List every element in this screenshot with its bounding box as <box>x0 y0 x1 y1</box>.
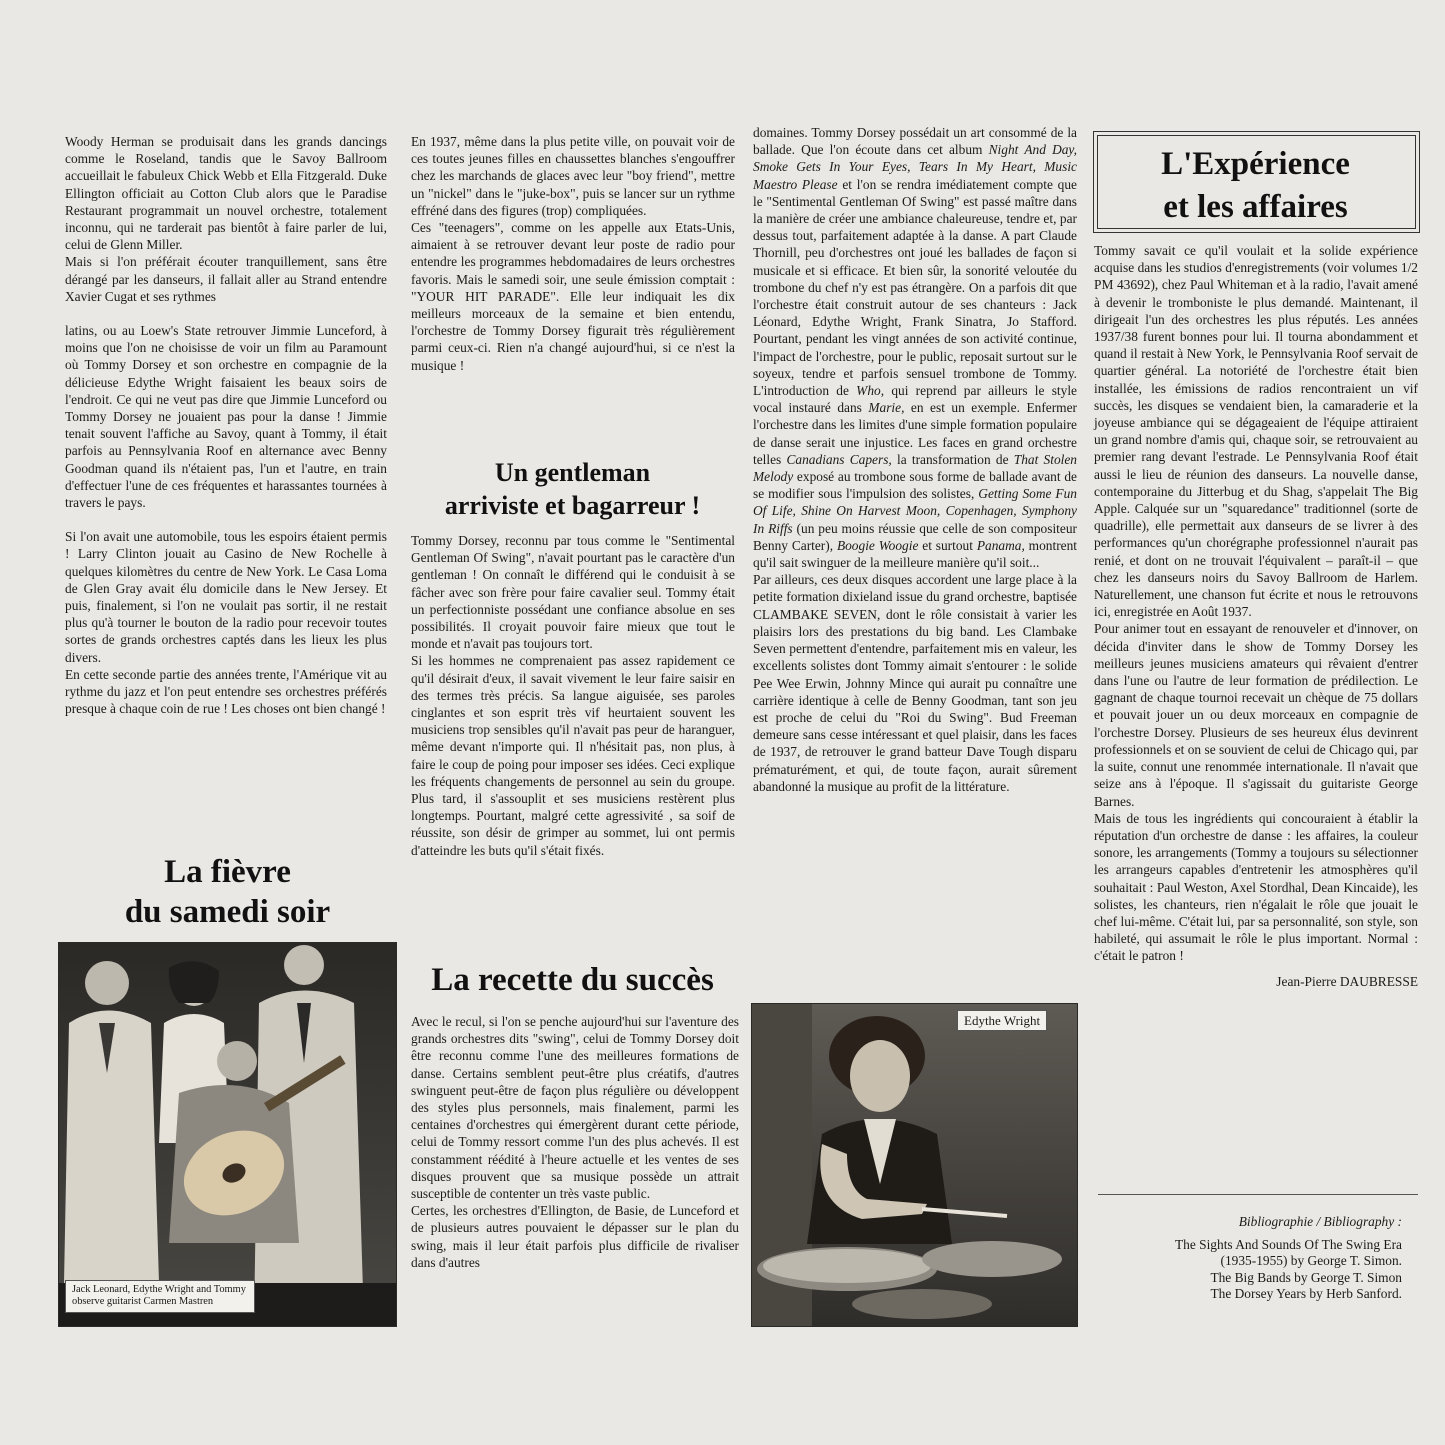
edythe-wright-photo <box>751 1003 1078 1327</box>
section-heading-gentleman <box>405 456 740 522</box>
bibliography-entry: The Sights And Sounds Of The Swing Era <box>1174 1236 1402 1252</box>
paragraph: domaines. Tommy Dorsey possédait un art consommé de la ballade. Que l'on écoute dans cet album Night And Day, Smoke Gets In Your Eyes, Tears In My Heart, Music Maestro Please et l'on se rendra imédiatement compte que le "Sentimental Gentleman Of Swing" est passé maître dans la manière de créer une ambiance chaleureuse, tendre et, par dessus tout, parfaitement adaptée à la danse. A part Claude Thornill, peu d'orchestres ont joué les ballades de façon si musicale et si efficace. Et bien sûr, la sonorité veloutée du trombone du chef n'y est pas étrangère. On a parfois dit que l'orchestre était construit autour de ses chanteurs : Jack Léonard, Edythe Wright, Frank Sinatra, Jo Stafford. Pourtant, pendant les vingt années de son activité continue, l'impact de l'orchestre, pour le public, reposait surtout sur le soyeux, tendre et parfois sensuel trombone de Tommy. L'introduction de Who, qui reprend par ailleurs le style vocal instauré dans Marie, en est un exemple. Enfermer l'orchestre dans les limites d'une simple formation populaire de danse serait une injustice. Les faces en grand orchestre telles Canadians Capers, la transformation de That Stolen Melody exposé au trombone sous forme de ballade avant de se modifier sous l'impulsion des solistes, Getting Some Fun Of Life, Shine On Harvest Moon, Copenhagen, Symphony In Riffs (un peu moins réussie que celle de son compositeur Benny Carter), Boogie Woogie et surtout Panama, montrent qu'il sait swinguer de la meilleure manière qu'il soit... <box>753 125 1078 571</box>
song-title: Who, <box>856 383 885 399</box>
song-title: Night And Day, Smoke Gets In Your Eyes, Tears In My Heart, Music Maestro Please <box>753 142 1077 192</box>
bibliography-entry: (1935-1955) by George T. Simon. <box>1220 1253 1402 1268</box>
heading-line: La recette du succès <box>431 962 714 998</box>
section-heading-recette <box>405 960 740 1000</box>
paragraph: Si l'on avait une automobile, tous les espoirs étaient permis ! Larry Clinton jouait au Casino de New Rochelle à quelques kilomètres du centre de New York. Le Casa Loma de Glen Gray avait élu domicile dans le New Jersey. Et puis, finalement, si l'on ne voulait pas sortir, il ne restait plus qu'à tourner le bouton de la radio pour recevoir toutes sortes de grands orchestres captés dans les lieux les plus divers. <box>65 529 387 665</box>
song-title: Marie, <box>868 400 905 416</box>
divider <box>1098 1194 1418 1195</box>
bibliography-entry: The Dorsey Years by Herb Sanford. <box>1210 1286 1402 1301</box>
paragraph: Si les hommes ne comprenaient pas assez rapidement ce qu'il désirait d'eux, il savait vivement le leur faire saisir en des termes très précis. Sa langue aiguisée, ses paroles cinglantes et son esprit très vif heurtaient souvent les musiciens trop sensibles qu'il n'avait pas peur de haranguer, même devant n'importe qui. Il n'hésitait pas, non plus, à faire le coup de poing pour imposer ses idées. Ceci explique les fréquents changements de personnel au sein du groupe. Plus tard, il s'assouplit et ses musiciens restèrent plus longtemps. Pourtant, malgré cette agressivité , sa soif de réussite, son désir de grimper au sommet, lui ont permis d'atteindre les buts qu'il s'était fixés. <box>411 653 735 858</box>
label-text: Edythe Wright <box>964 1013 1041 1028</box>
section-heading-fievre <box>60 852 395 932</box>
signature: Jean-Pierre DAUBRESSE <box>1276 973 1418 989</box>
bibliography-entry: The Big Bands by George T. Simon <box>1210 1269 1402 1285</box>
bibliography-heading: Bibliographie / Bibliography : <box>1238 1214 1402 1229</box>
caption-text: Jack Leonard, Edythe Wright and Tommy observe guitarist Carmen Mastren <box>72 1284 246 1308</box>
photo-label <box>957 1010 1047 1031</box>
bibliography <box>1100 1214 1402 1303</box>
heading-line: La fièvre <box>164 854 291 890</box>
band-photo <box>58 942 397 1327</box>
heading-line: Un gentleman <box>494 458 651 487</box>
paragraph: En 1937, même dans la plus petite ville, on pouvait voir de ces toutes jeunes filles en chaussettes blanches s'engouffrer chez les marchands de glaces avec leur "boy friend", mettre un "nickel" dans le "juke-box", puis se lancer sur un rythme effréné dans des figures (trop) compliquées. <box>411 134 735 218</box>
column-3-text <box>753 124 1077 795</box>
paragraph: Woody Herman se produisait dans les grands dancings comme le Roseland, tandis que le Savoy Ballroom accueillait le fabuleux Chick Webb et Ella Fitzgerald. Duke Ellington officiait au Cotton Club alors que le Paradise Restaurant programmait un nouvel orchestre, totalement inconnu, qui ne tarderait pas bientôt à faire parler de lui, celui de Glenn Miller. <box>65 134 387 253</box>
column-4-text <box>1094 242 1418 990</box>
song-title: Getting Some Fun Of Life, Shine On Harvest Moon, Copenhagen, Symphony In Riffs <box>753 486 1077 536</box>
song-title: That Stolen Melody <box>753 451 1078 485</box>
song-title: Panama, <box>976 537 1025 553</box>
column-1-text <box>65 133 387 718</box>
song-title: Boogie Woogie <box>836 537 919 553</box>
heading-line: du samedi soir <box>124 894 331 930</box>
paragraph: Ces "teenagers", comme on les appelle aux Etats-Unis, aimaient à se retrouver devant leur poste de radio pour entendre les programmes hebdomadaires de leurs orchestres favoris. Mais le samedi soir, une seule émission comptait : "YOUR HIT PARADE". Elle leur indiquait les dix meilleurs morceaux de la semaine et bien entendu, l'orchestre de Tommy Dorsey figurait très régulièrement parmi ceux-ci. Rien n'a changé aujourd'hui, si ce n'est la musique ! <box>411 220 735 373</box>
paragraph: Certes, les orchestres d'Ellington, de Basie, de Lunceford et de plusieurs autres pouvaient le dépasser sur le plan du swing, mais il leur était parfois plus difficile de rivaliser dans d'autres <box>411 1203 739 1270</box>
paragraph: latins, ou au Loew's State retrouver Jimmie Lunceford, à moins que l'on ne choisisse de voir un film au Paramount où Tommy Dorsey et son orchestre en compagnie de la délicieuse Edythe Wright faisaient les beaux soirs de l'endroit. Ce qui ne veut pas dire que Jimmie Lunceford ou Tommy Dorsey ne jouaient pas pour la danse ! Jimmie tenait souvent l'affiche au Savoy, quant à Tommy, il était parfois au Pennsylvania Roof en alternance avec Benny Goodman quand ils n'étaient pas, l'un et l'autre, en train d'effectuer l'une de ces fréquentes et harassantes tournées à travers le pays. <box>65 323 387 511</box>
paragraph: Mais si l'on préférait écouter tranquillement, sans être dérangé par les danseurs, il fallait aller au Strand entendre Xavier Cugat et ses rythmes <box>65 254 387 304</box>
paragraph: Avec le recul, si l'on se penche aujourd'hui sur l'aventure des grands orchestres dits "swing", celui de Tommy Dorsey doit être reconnu comme l'une des meilleures formations de danse. Certains semblent peut-être plus créatifs, d'autres swinguent peut-être de façon plus régulière ou développent des styles plus personnels, mais finalement, parmi les centaines d'orchestres qui émergèrent durant cette période, celui de Tommy ressort comme l'un des plus achevés. Il est constamment réédité à l'heure actuelle et les ventes de ses disques prouvent que sa musique possède un attrait susceptible de contenter un très vaste public. <box>411 1014 739 1202</box>
column-2-middle-text <box>411 532 735 859</box>
song-title: Canadians Capers, <box>786 451 892 467</box>
column-2-top-text <box>411 133 735 374</box>
paragraph: Tommy Dorsey, reconnu par tous comme le "Sentimental Gentleman Of Swing", n'avait pourtant pas le caractère d'un gentleman ! On connaît le différend qui le conduisit à se fâcher avec son frère pour faire cavalier seul. Tommy était un perfectionniste possédant une confiance absolue en ses possibilités. Il croyait pouvoir faire mieux que tout le monde et n'avait pas toujours tort. <box>411 533 735 652</box>
heading-line: et les affaires <box>1163 189 1348 225</box>
heading-line: L'Expérience <box>1161 146 1350 182</box>
column-2-bottom-text <box>411 1013 739 1271</box>
paragraph: Mais de tous les ingrédients qui concouraient à établir la réputation d'un orchestre de danse : les affaires, la couleur sonore, les arrangements (Tommy a toujours su sélectionner les arrangeurs capables d'entretenir les atmosphères qu'il souhaitait : Paul Weston, Axel Stordhal, Dean Kincaide), les solistes, les chanteurs, rien n'égalait le rôle que jouait le chef lui-même. C'était lui, par sa personnalité, son style, son habileté, qui assumait le rôle le plus important. Normal : c'était le patron ! <box>1094 810 1418 964</box>
paragraph: Pour animer tout en essayant de renouveler et d'innover, on décida d'inviter dans le show de Tommy Dorsey les meilleurs jeunes musiciens amateurs qui rêvaient d'entrer dans l'une ou l'autre de leur formation de prédilection. Le gagnant de chaque tournoi recevait un chèque de 75 dollars et pouvait jouer un ou deux morceaux en compagnie de l'orchestre Dorsey. Plusieurs de ses heureux élus devinrent professionnels et on se souvient de celui de Chicago qui, par la suite, connut une renommée internationale. Il n'avait que seize ans à l'époque. Il s'agissait du guitariste George Barnes. <box>1094 621 1418 809</box>
paragraph: En cette seconde partie des années trente, l'Amérique vit au rythme du jazz et l'on peut entendre ses orchestres préférés presque à chaque coin de rue ! Les choses ont bien changé ! <box>65 666 387 717</box>
photo-caption <box>65 1280 255 1313</box>
band-photo-illustration <box>59 943 396 1326</box>
heading-line: arriviste et bagarreur ! <box>444 491 701 520</box>
drummer-photo-illustration <box>752 1004 1077 1326</box>
section-heading-experience <box>1093 143 1418 229</box>
paragraph: Tommy savait ce qu'il voulait et la solide expérience acquise dans les studios d'enregistrements (voir volumes 1/2 PM 43692), chez Paul Whiteman et à la radio, l'avait amené à devenir le tromboniste le plus demandé. Maintenant, il dirigeait l'un des orchestres les plus réputés. Les années 1937/38 furent bonnes pour lui. Il tourna abondamment et quand il restait à New York, le Pennsylvania Roof servait de quartier général. La notoriété de l'orchestre était bien installée, les émissions de radios rencontraient un vif succès, les disques se vendaient bien, la camaraderie et la joyeuse ambiance qui se dégageaient de l'équipe attiraient un grand nombre d'amis qui, chaque soir, se retrouvaient au premier rang devant l'estrade. Le Pennsylvania Roof était aussi le lieu de réunion des danseurs. La nouvelle danse, contemporaine du Jitterbug et du Shag, s'appelait The Big Apple. Calquée sur un "squaredance" traditionnel (sorte de quadrille), elle permettait aux danseurs de se livrer à des performances qu'un chorégraphe professionnel n'aurait pas renié, et dont on ne trouvait l'équivalent – paraît-il – que chez les danseurs noirs du Savoy Ballroom de Harlem. Naturellement, une chanson fut écrite et nous le retrouvons ici, enregistrée en Août 1937. <box>1094 243 1418 620</box>
paragraph: Par ailleurs, ces deux disques accordent une large place à la petite formation dixieland issue du grand orchestre, baptisée CLAMBAKE SEVEN, dont le rôle consistait à varier les plaisirs lors des prestations du big band. Les Clambake Seven permettent d'entendre, parfaitement mis en valeur, les excellents solistes dont Tommy aimait s'entourer : le solide Pee Wee Erwin, Johnny Mince qui aurait pu connaître une carrière identique à celle de Benny Goodman, tant son jeu est proche de celui du "Roi du Swing". Bud Freeman demeure sans cesse intéressant et quel plaisir, dans les faces de 1937, de retrouver le grand batteur Dave Tough disparu prématurément, et qui, de toute façon, aurait sûrement abandonné la musique au profit de la littérature. <box>753 572 1077 794</box>
